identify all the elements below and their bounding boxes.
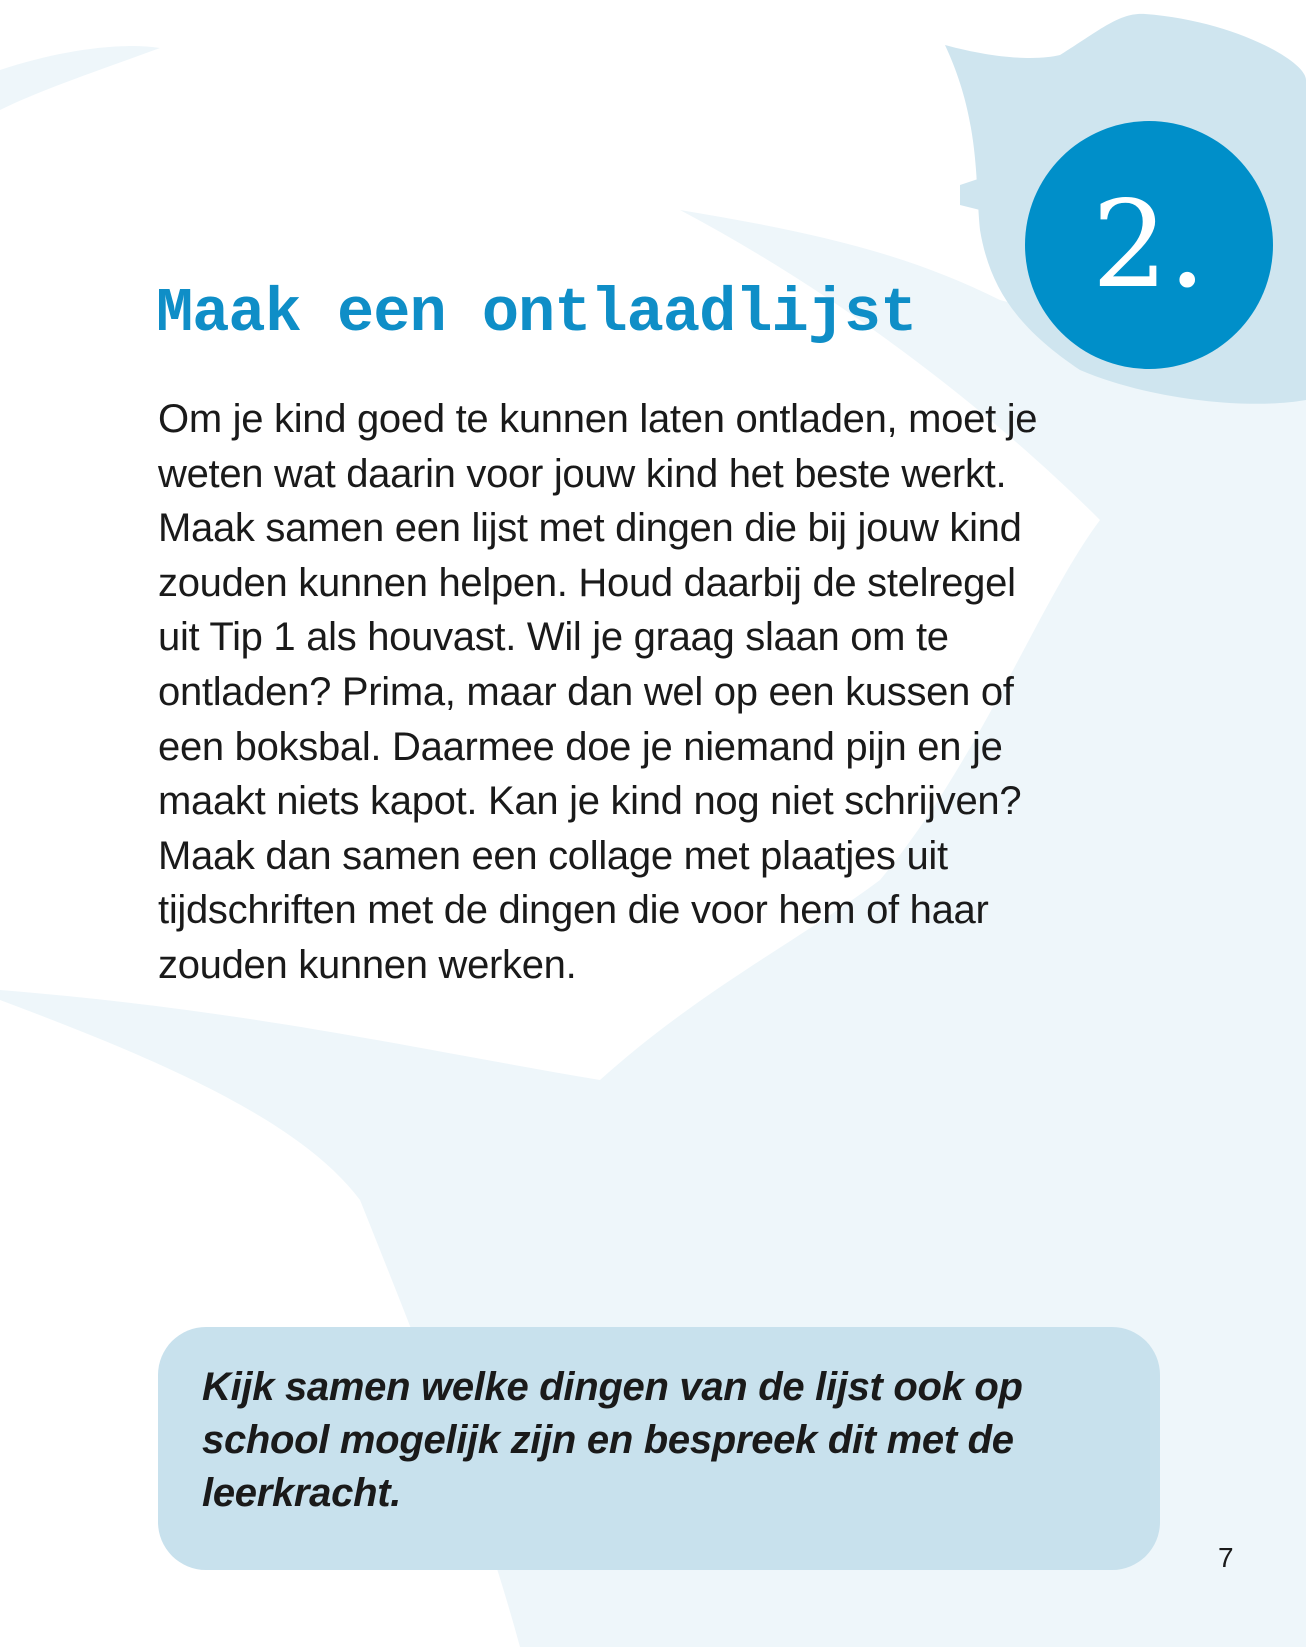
tip-number: 2. <box>1091 175 1207 315</box>
body-line: een boksbal. Daarmee doe je niemand pijn en je <box>158 724 1003 769</box>
faint-top-left-shape <box>0 46 160 110</box>
page-number: 7 <box>1218 1542 1234 1573</box>
body-line: tijdschriften met de dingen die voor hem of haar <box>158 888 989 933</box>
body-line: zouden kunnen helpen. Houd daarbij de stelregel <box>158 560 1016 605</box>
body-line: Maak samen een lijst met dingen die bij jouw kind <box>158 506 1022 551</box>
body-line: zouden kunnen werken. <box>158 942 577 987</box>
body-line: uit Tip 1 als houvast. Wil je graag slaan om te <box>158 615 949 660</box>
tip-line: school mogelijk zijn en bespreek dit met de <box>202 1418 1014 1462</box>
body-line: Maak dan samen een collage met plaatjes uit <box>158 833 948 878</box>
body-line: maakt niets kapot. Kan je kind nog niet schrijven? <box>158 779 1022 824</box>
body-line: weten wat daarin voor jouw kind het beste werkt. <box>158 451 1007 496</box>
tip-line: Kijk samen welke dingen van de lijst ook op <box>202 1365 1023 1409</box>
body-line: Om je kind goed te kunnen laten ontladen, moet je <box>158 397 1038 441</box>
body-paragraph <box>158 392 1158 993</box>
tip-callout-box <box>158 1327 1160 1570</box>
tip-number-badge <box>1025 121 1273 369</box>
body-line: ontladen? Prima, maar dan wel op een kussen of <box>158 669 1014 714</box>
tip-line: leerkracht. <box>202 1471 402 1515</box>
page-title: Maak een ontlaadlijst <box>156 278 917 349</box>
tip-callout-text <box>202 1361 1132 1520</box>
